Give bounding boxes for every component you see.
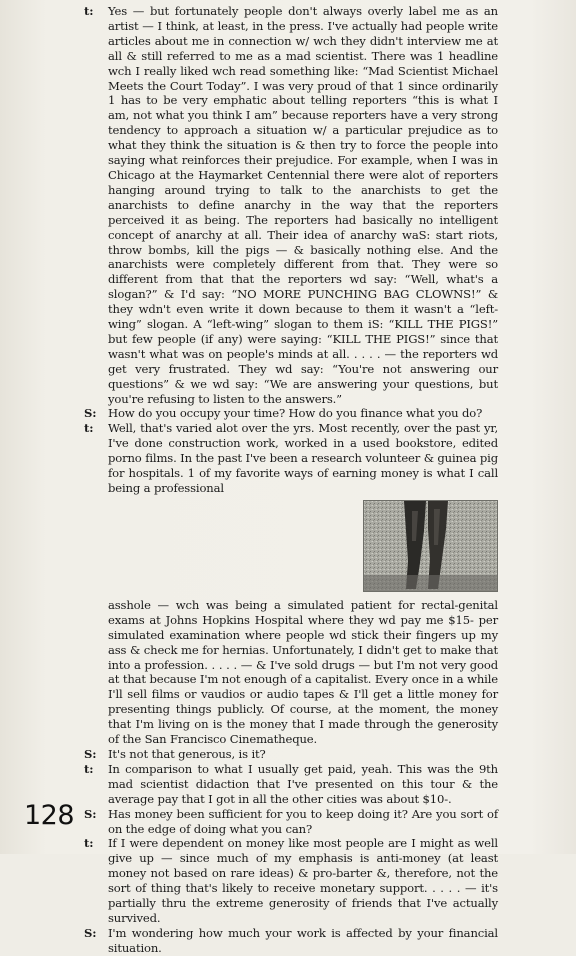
interview-entry [84,747,498,762]
interview-entry [84,836,498,925]
interview-entry [84,807,498,837]
interview-entry [84,926,498,956]
photo-legs [363,500,498,592]
interview-entry [84,4,498,406]
speaker-label: S: [84,925,97,940]
entry-text: I'm wondering how much your work is affected by your financial situation. [108,925,498,955]
entry-text: It's not that generous, is it? [108,746,266,761]
entry-text: If I were dependent on money like most people are I might as well give up — since much of my emphasis is anti-money (at least money not based on rare ideas) & pro-barter &, therefore, not the sort of thing that's likely to receive monetary support. . . . . — it's partially thru the extreme generosity of friends that I've actually survived. [108,836,498,925]
speaker-label: S: [84,806,97,821]
entry-text: Has money been sufficient for you to keep doing it? Are you sort of on the edge of doing what you can? [108,806,498,836]
speaker-label: t: [84,836,94,851]
page-number: 128 [24,800,75,831]
interview-entry [84,762,498,807]
speaker-label: t: [84,761,94,776]
entry-text: Well, that's varied alot over the yrs. Most recently, over the past yr, I've done construction work, worked in a used bookstore, edited porno films. In the past I've been a research volunteer & guinea pig for hospitals. 1 of my favorite ways of earning money is what I call being a professional [108,421,498,495]
speaker-label: t: [84,421,94,436]
speaker-label: S: [84,746,97,761]
entry-text: Yes — but fortunately people don't always overly label me as an artist — I think, at least, in the press. I've actually had people write articles about me in connection w/ wch they didn't interview me at all & still referred to me as a mad scientist. There was 1 headline wch I really liked wch read something like: “Mad Scientist Michael Meets the Court Today”. I was very proud of that 1 since ordinarily 1 has to be very emphatic about telling reporters “this is what I am, not what you think I am” because reporters have a very strong tendency to approach a situation w/ a particular prejudice as to what they think the situation is & then try to force the people into saying what reinforces their prejudice. For example, when I was in Chicago at the Haymarket Centennial there were alot of reporters hanging around trying to talk to the anarchists to get the anarchists to define anarchy in the way that the reporters perceived it as being. The reporters had basically no intelligent concept of anarchy at all. Their idea of anarchy waS: start riots, throw bombs, kill the pigs — & basically nothing else. And the anarchists were completely different from that. They were so different from that that the reporters wd say: “Well, what's a slogan?” & I'd say: “NO MORE PUNCHING BAG CLOWNS!” & they wdn't even write it down because to them it wasn't a “left-wing” slogan. A “left-wing” slogan to them iS: “KILL THE PIGS!” but few people (if any) were saying: “KILL THE PIGS!” since that wasn't what was on people's minds at all. . . . . — the reporters wd get very frustrated. They wd say: “You're not answering our questions” & we wd say: “We are answering your questions, but you're refusing to listen to the answers.” [108,4,498,406]
interview-entry [84,406,498,421]
speaker-label: S: [84,406,97,421]
entry-text: In comparison to what I usually get paid, yeah. This was the 9th mad scientist didaction that I've presented on this tour & the average pay that I got in all the other cities was about $10-. [108,761,498,806]
interview-column [84,4,498,956]
entry-text: How do you occupy your time? How do you finance what you do? [108,406,483,421]
speaker-label: t: [84,4,94,18]
entry-continuation-text: asshole — wch was being a simulated patient for rectal-genital exams at Johns Hopkins Hospital where they wd pay me $15- per simulated examination where people wd stick their fingers up my ass & check me for hernias. Unfortunately, I didn't get to make that into a profession. . . . . — & I've sold drugs — but I'm not very good at that because I'm not enough of a capitalist. Every once in a while I'll sell films or vaudios or audio tapes & I'll get a little money for presenting things publicly. Of course, at the moment, the money that I'm living on is the money that I made through the generosity of the San Francisco Cinematheque. [108,597,498,747]
interview-entry [84,421,498,747]
